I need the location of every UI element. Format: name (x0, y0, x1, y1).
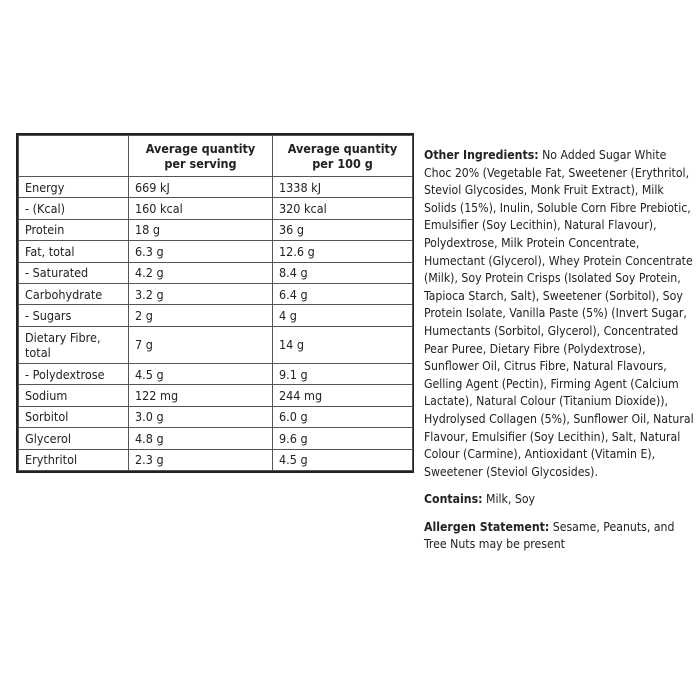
per-serving-value: 669 kJ (129, 177, 273, 198)
table-row (19, 305, 413, 326)
contains-label: Contains: (424, 492, 483, 507)
per-serving-value: 6.3 g (129, 241, 273, 262)
per-100g-value: 6.0 g (273, 406, 413, 427)
ingredients-panel (424, 147, 696, 564)
per-serving-value: 7 g (129, 326, 273, 363)
allergen-text: Sesame, Peanuts, and Tree Nuts may be present (424, 519, 675, 552)
nutrient-name: Fat, total (19, 241, 129, 262)
nutrient-name: - Saturated (19, 262, 129, 283)
per-serving-value: 4.5 g (129, 364, 273, 385)
nutrient-name: Dietary Fibre, total (19, 326, 129, 363)
allergen-paragraph (424, 519, 696, 554)
table-row (19, 262, 413, 283)
table-row (19, 241, 413, 262)
table-header-row (19, 136, 413, 177)
per-100g-value: 4 g (273, 305, 413, 326)
nutrient-name: Glycerol (19, 428, 129, 449)
per-serving-value: 2.3 g (129, 449, 273, 470)
per-serving-value: 122 mg (129, 385, 273, 406)
per-100g-value: 9.6 g (273, 428, 413, 449)
table-row (19, 198, 413, 219)
per-serving-value: 3.0 g (129, 406, 273, 427)
per-serving-value: 160 kcal (129, 198, 273, 219)
per-100g-value: 1338 kJ (273, 177, 413, 198)
other-ingredients-text: No Added Sugar White Choc 20% (Vegetable Fat, Sweetener (Erythritol, Steviol Glycosides, Monk Fruit Extract), Milk Solids (15%), Inulin, Soluble Corn Fibre Prebiotic, Emulsifier (Soy Lecithin), Natural Flavour), Polydextrose, Milk Protein Concentrate, Humectant (Glycerol), Whey Protein Concentrate (Milk), Soy Protein Crisps (Isolated Soy Protein, Tapioca Starch, Salt), Sweetener (Sorbitol), Soy Protein Isolate, Vanilla Paste (5%) (Invert Sugar, Humectants (Sorbitol, Glycerol), Concentrated Pear Puree, Dietary Fibre (Polydextrose), Sunflower Oil, Citrus Fibre, Natural Flavours, Gelling Agent (Pectin), Firming Agent (Calcium Lactate), Natural Colour (Titanium Dioxide)), Hydrolysed Collagen (5%), Sunflower Oil, Natural Flavour, Emulsifier (Soy Lecithin), Salt, Natural Colour (Carmine), Antioxidant (Vitamin E), Sweetener (Steviol Glycosides). (424, 148, 694, 479)
nutrient-name: Energy (19, 177, 129, 198)
per-serving-value: 2 g (129, 305, 273, 326)
table-row (19, 449, 413, 470)
nutrient-name: Sorbitol (19, 406, 129, 427)
per-serving-value: 18 g (129, 219, 273, 240)
nutrient-name: Erythritol (19, 449, 129, 470)
header-nutrient (19, 136, 129, 177)
header-per-100g: Average quantity per 100 g (273, 136, 413, 177)
nutrient-name: - Polydextrose (19, 364, 129, 385)
per-100g-value: 4.5 g (273, 449, 413, 470)
header-per-serving: Average quantity per serving (129, 136, 273, 177)
contains-paragraph (424, 491, 696, 509)
nutrient-name: Sodium (19, 385, 129, 406)
per-100g-value: 36 g (273, 219, 413, 240)
per-100g-value: 6.4 g (273, 283, 413, 304)
per-100g-value: 9.1 g (273, 364, 413, 385)
allergen-label: Allergen Statement: (424, 519, 550, 534)
nutrient-name: Protein (19, 219, 129, 240)
per-100g-value: 8.4 g (273, 262, 413, 283)
per-serving-value: 4.8 g (129, 428, 273, 449)
table-row (19, 219, 413, 240)
per-100g-value: 12.6 g (273, 241, 413, 262)
per-serving-value: 4.2 g (129, 262, 273, 283)
per-100g-value: 14 g (273, 326, 413, 363)
table-row (19, 385, 413, 406)
nutrient-name: - Sugars (19, 305, 129, 326)
table-row (19, 364, 413, 385)
per-100g-value: 244 mg (273, 385, 413, 406)
table-row (19, 326, 413, 363)
per-100g-value: 320 kcal (273, 198, 413, 219)
table-row (19, 428, 413, 449)
other-ingredients-label: Other Ingredients: (424, 148, 539, 162)
table-row (19, 406, 413, 427)
table-row (19, 177, 413, 198)
nutrient-name: Carbohydrate (19, 283, 129, 304)
table-row (19, 283, 413, 304)
other-ingredients-paragraph (424, 147, 696, 481)
nutrient-name: - (Kcal) (19, 198, 129, 219)
per-serving-value: 3.2 g (129, 283, 273, 304)
contains-text: Milk, Soy (482, 492, 536, 507)
nutrition-table-container (16, 133, 414, 473)
nutrition-table (18, 135, 413, 471)
